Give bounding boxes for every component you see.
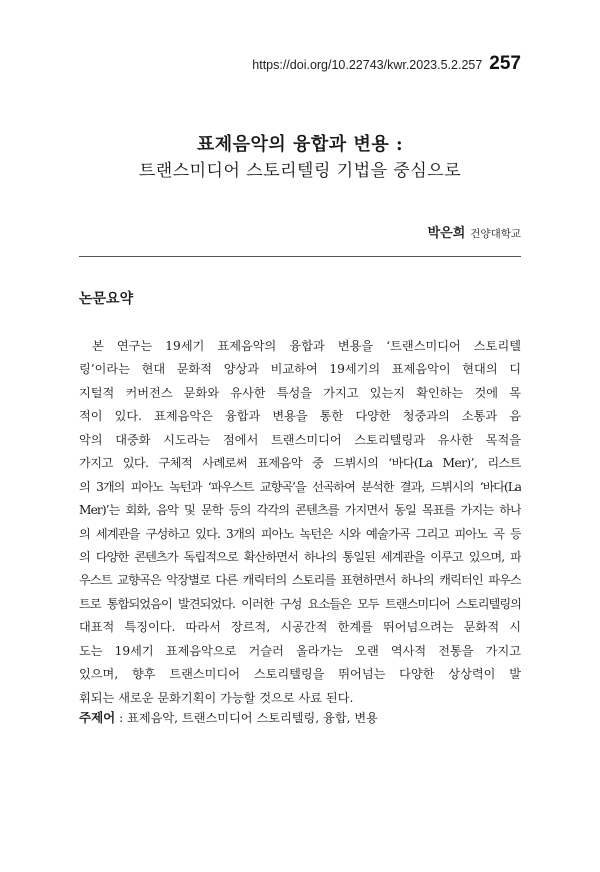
abstract-line: Mer)’는 회화, 음악 및 문학 등의 각각의 콘텐츠를 가지면서 동일 목표를 가지는 하나 xyxy=(79,503,521,518)
abstract-line: 본 연구는 19세기 표제음악의 융합과 변용을 ‘트랜스미디어 스토리텔 xyxy=(92,339,521,353)
abstract-heading: 논문요약 xyxy=(79,291,134,307)
paper-title: 표제음악의 융합과 변용 : xyxy=(196,134,404,155)
abstract-line: 휘되는 새로운 문화기획이 가능할 것으로 사료 된다. xyxy=(79,690,354,705)
header-divider xyxy=(79,256,521,257)
abstract-line: 대표적 특징이다. 따라서 장르적, 시공간적 한계를 뛰어넘으려는 문화적 시 xyxy=(79,620,521,635)
keywords-label: 주제어 xyxy=(79,710,116,725)
running-header xyxy=(0,53,521,75)
abstract-line: 있으며, 향후 트랜스미디어 스토리텔링을 뛰어넘는 다양한 상상력이 발 xyxy=(79,667,521,682)
abstract-line: 적이 있다. 표제음악은 융합과 변용을 통한 다양한 청중과의 소통과 음 xyxy=(79,409,521,424)
doi-link[interactable]: https://doi.org/10.22743/kwr.2023.5.2.257 xyxy=(252,58,483,72)
abstract-line: 의 다양한 콘텐츠가 독립적으로 확산하면서 하나의 통일된 세계관을 이루고 있으며, 파 xyxy=(79,549,521,564)
abstract-line: 트로 통합되었음이 발견되었다. 이러한 구성 요소들은 모두 트랜스미디어 스토리텔링의 xyxy=(79,596,521,611)
author-line xyxy=(428,222,521,241)
abstract-line: 악의 대중화 시도라는 점에서 트랜스미디어 스토리텔링과 유사한 목적을 xyxy=(79,432,521,447)
author-affiliation: 건양대학교 xyxy=(470,228,521,240)
paper-subtitle: 트랜스미디어 스토리텔링 기법을 중심으로 xyxy=(138,161,462,181)
keywords-value: 표제음악, 트랜스미디어 스토리텔링, 융합, 변용 xyxy=(127,711,378,725)
abstract-line: 의 3개의 피아노 녹턴과 ‘파우스트 교향곡’을 선곡하여 분석한 결과, 드뷔시의 ‘바다(La xyxy=(79,479,521,494)
abstract-body xyxy=(79,335,521,710)
author-name: 박은희 xyxy=(427,226,466,241)
abstract-line: 의 세계관을 구성하고 있다. 3개의 피아노 녹턴은 시와 예술가곡 그리고 피아노 곡 등 xyxy=(79,526,521,541)
page-number: 257 xyxy=(489,53,521,74)
abstract-line: 우스트 교향곡은 악장별로 다른 캐릭터의 스토리를 표현하면서 하나의 캐릭터인 파우스 xyxy=(79,573,521,588)
keywords-line xyxy=(79,708,378,726)
abstract-line: 링’이라는 현대 문화적 양상과 비교하여 19세기의 표제음악이 현대의 디 xyxy=(79,362,521,377)
abstract-line: 지털적 커버전스 문화와 유사한 특성을 가지고 있는지 확인하는 것에 목 xyxy=(79,385,521,400)
keywords-separator: : xyxy=(115,711,128,725)
abstract-line: 가지고 있다. 구체적 사례로써 표제음악 중 드뷔시의 ‘바다(La Mer)’, 리스트 xyxy=(79,456,521,471)
abstract-line: 도는 19세기 표제음악으로 거슬러 올라가는 오랜 역사적 전통을 가지고 xyxy=(79,643,521,658)
